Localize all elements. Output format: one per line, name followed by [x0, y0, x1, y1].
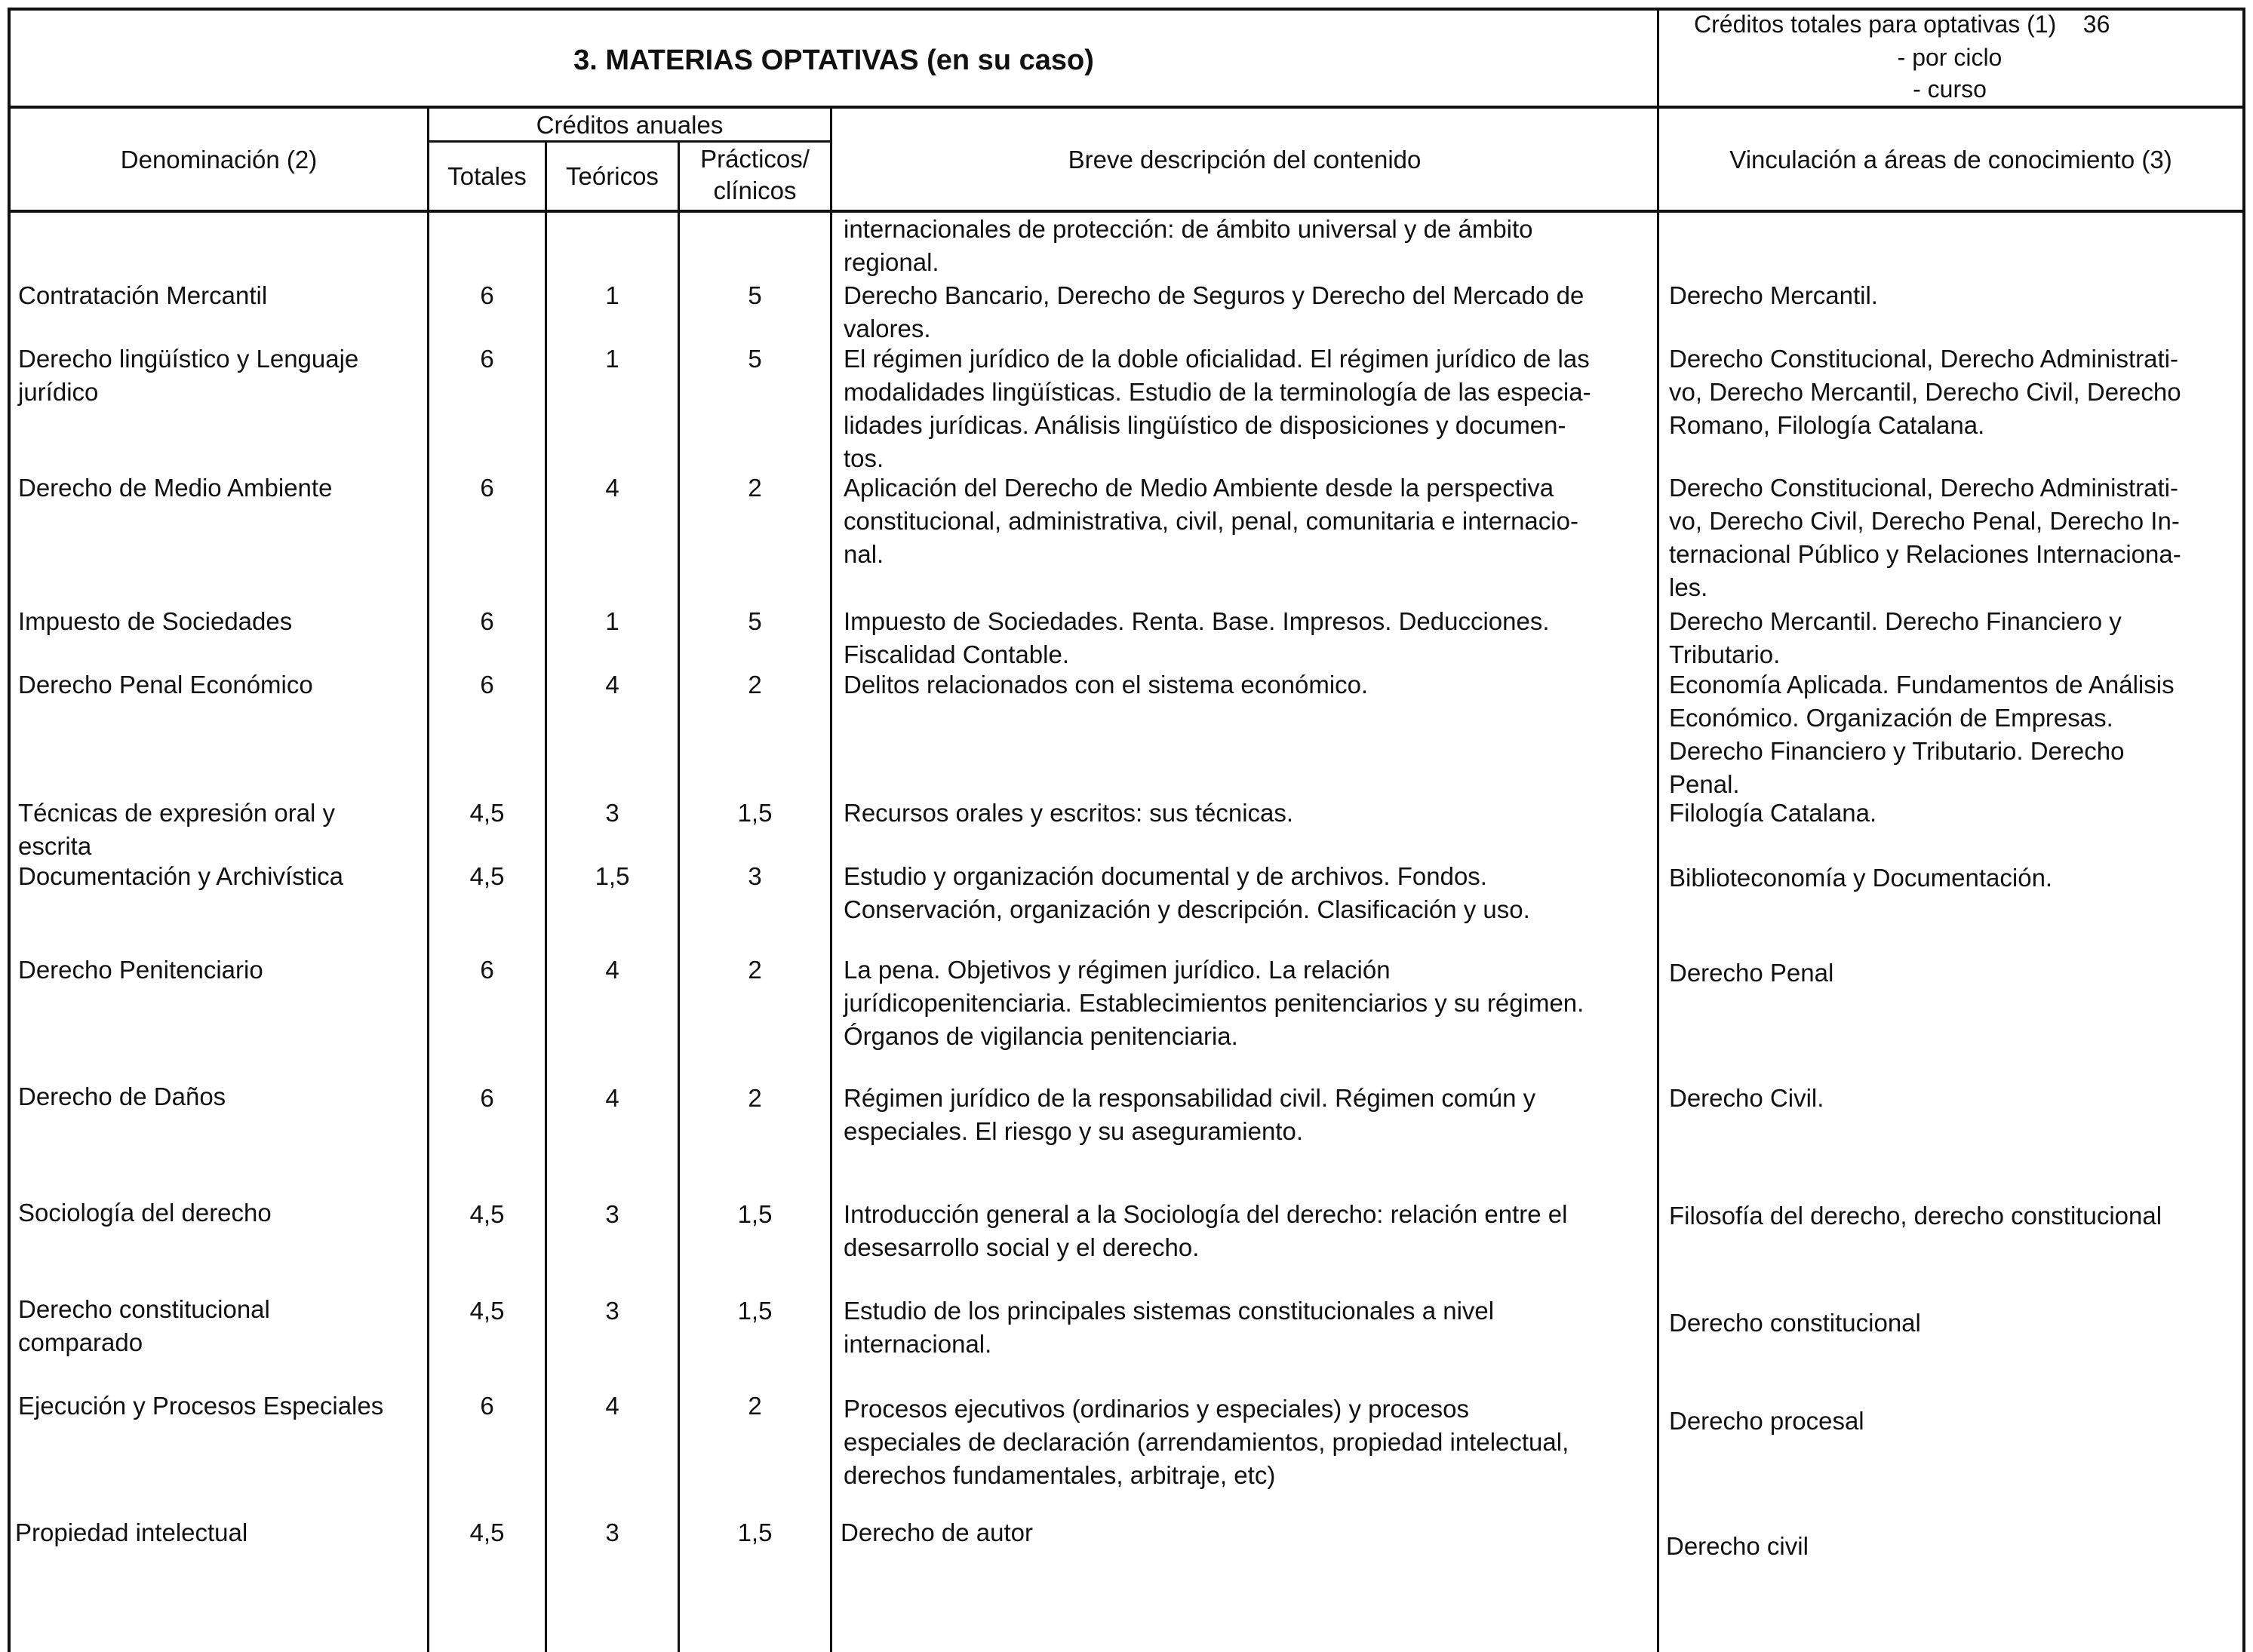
row-vinculacion: Derecho constitucional [1669, 1309, 1921, 1337]
row-teoricos: 1 [605, 281, 619, 309]
row-vinculacion: Derecho Civil. [1669, 1084, 1824, 1112]
header-divider [8, 106, 2245, 109]
table-border-right [2242, 8, 2245, 1652]
row-denominacion: Ejecución y Procesos Especiales [18, 1392, 384, 1420]
row-totales: 6 [480, 1084, 494, 1112]
col-header-descripcion: Breve descripción del contenido [1068, 146, 1422, 173]
row-descripcion: Estudio y organización documental y de archivos. Fondos. Conservación, organización y descripción. Clasificación y uso. [844, 862, 1530, 923]
row-totales: 4,5 [469, 1200, 505, 1228]
row-denominacion: Derecho de Daños [18, 1082, 226, 1110]
col-rule-descripcion [1657, 8, 1659, 1652]
row-vinculacion: Biblioteconomía y Documentación. [1669, 864, 2053, 892]
row-totales: 6 [480, 956, 494, 984]
col-header-practicos: Prácticos/ clínicos [700, 145, 810, 204]
credits-curso-label: - curso [1913, 75, 1987, 103]
row-vinculacion: Economía Aplicada. Fundamentos de Análisis Económico. Organización de Empresas. Derecho Financiero y Tributario. Derecho Penal. [1669, 671, 2175, 798]
row-vinculacion: Derecho Penal [1669, 959, 1834, 987]
row-practicos: 5 [748, 607, 762, 635]
row-totales: 6 [480, 281, 494, 309]
row-descripcion: La pena. Objetivos y régimen jurídico. La relación jurídicopenitenciaria. Establecimientos penitenciarios y su régimen. Órganos de vigilancia penitenciaria. [844, 956, 1584, 1050]
row-denominacion: Propiedad intelectual [15, 1518, 248, 1546]
row-totales: 6 [480, 474, 494, 502]
row-denominacion: Documentación y Archivística [18, 862, 344, 890]
row-teoricos: 3 [605, 1297, 619, 1325]
row-totales: 4,5 [469, 1518, 505, 1546]
row-totales: 6 [480, 345, 494, 373]
row-practicos: 2 [748, 474, 762, 502]
col-header-creditos-anuales: Créditos anuales [536, 111, 724, 139]
row-denominacion: Derecho constitucional comparado [18, 1295, 270, 1356]
row-vinculacion: Filosofía del derecho, derecho constitucional [1669, 1202, 2162, 1230]
row-denominacion: Derecho de Medio Ambiente [18, 474, 333, 502]
row-vinculacion: Derecho Mercantil. Derecho Financiero y Tributario. [1669, 607, 2122, 668]
row-descripcion: Recursos orales y escritos: sus técnicas. [844, 799, 1294, 827]
row-practicos: 1,5 [737, 799, 773, 827]
row-practicos: 5 [748, 281, 762, 309]
row-descripcion: Introducción general a la Sociología del derecho: relación entre el desesarrollo social y el derecho. [844, 1200, 1568, 1261]
row-totales: 4,5 [469, 862, 505, 890]
row-teoricos: 4 [605, 956, 619, 984]
row-teoricos: 4 [605, 1392, 619, 1420]
row-teoricos: 1 [605, 607, 619, 635]
row-totales: 6 [480, 1392, 494, 1420]
credits-total-label: Créditos totales para optativas (1) 36 [1694, 11, 2110, 38]
row-practicos: 2 [748, 671, 762, 699]
row-teoricos: 1 [605, 345, 619, 373]
row-denominacion: Sociología del derecho [18, 1199, 272, 1227]
col-header-totales: Totales [447, 162, 527, 190]
row-vinculacion: Filología Catalana. [1669, 799, 1877, 827]
row-teoricos: 3 [605, 1200, 619, 1228]
row-descripcion: El régimen jurídico de la doble oficialidad. El régimen jurídico de las modalidades lingüísticas. Estudio de la terminología de las especia- lidades jurídicas. Análisis lingüístico de disposiciones y documen- tos. [844, 345, 1591, 472]
row-descripcion: Delitos relacionados con el sistema económico. [844, 671, 1369, 699]
row-teoricos: 3 [605, 1518, 619, 1546]
row-denominacion: Impuesto de Sociedades [18, 607, 293, 635]
continued-description: internacionales de protección: de ámbito universal y de ámbito regional. [844, 215, 1533, 276]
row-vinculacion: Derecho civil [1666, 1532, 1809, 1560]
section-title: 3. MATERIAS OPTATIVAS (en su caso) [573, 45, 1094, 76]
row-denominacion: Derecho Penal Económico [18, 671, 313, 699]
row-practicos: 5 [748, 345, 762, 373]
row-denominacion: Contratación Mercantil [18, 281, 268, 309]
row-vinculacion: Derecho Constitucional, Derecho Administrati- vo, Derecho Civil, Derecho Penal, Derecho In- ternacional Público y Relaciones Internaciona- les. [1669, 474, 2181, 601]
row-teoricos: 4 [605, 474, 619, 502]
row-denominacion: Derecho lingüístico y Lenguaje jurídico [18, 345, 359, 406]
row-descripcion: Derecho Bancario, Derecho de Seguros y Derecho del Mercado de valores. [844, 281, 1584, 342]
row-teoricos: 1,5 [595, 862, 630, 890]
row-practicos: 1,5 [737, 1297, 773, 1325]
row-teoricos: 4 [605, 1084, 619, 1112]
row-totales: 6 [480, 671, 494, 699]
row-practicos: 3 [748, 862, 762, 890]
row-practicos: 1,5 [737, 1200, 773, 1228]
row-descripcion: Aplicación del Derecho de Medio Ambiente desde la perspectiva constitucional, administrativa, civil, penal, comunitaria e internacio- nal. [844, 474, 1578, 568]
row-practicos: 1,5 [737, 1518, 773, 1546]
row-totales: 4,5 [469, 799, 505, 827]
col-header-teoricos: Teóricos [566, 162, 659, 190]
col-header-denominacion: Denominación (2) [120, 146, 318, 173]
row-teoricos: 4 [605, 671, 619, 699]
row-practicos: 2 [748, 956, 762, 984]
row-practicos: 2 [748, 1084, 762, 1112]
col-rule-practicos [830, 106, 832, 1652]
row-teoricos: 3 [605, 799, 619, 827]
row-totales: 4,5 [469, 1297, 505, 1325]
row-descripcion: Estudio de los principales sistemas constitucionales a nivel internacional. [844, 1297, 1495, 1358]
row-descripcion: Régimen jurídico de la responsabilidad civil. Régimen común y especiales. El riesgo y su aseguramiento. [844, 1084, 1536, 1145]
row-denominacion: Técnicas de expresión oral y escrita [18, 799, 336, 860]
credits-ciclo-label: - por ciclo [1897, 44, 2002, 71]
table-border-left [8, 8, 11, 1652]
row-practicos: 2 [748, 1392, 762, 1420]
row-vinculacion: Derecho procesal [1669, 1407, 1864, 1435]
row-totales: 6 [480, 607, 494, 635]
col-header-vinculacion: Vinculación a áreas de conocimiento (3) [1729, 146, 2172, 173]
row-descripcion: Procesos ejecutivos (ordinarios y especiales) y procesos especiales de declaración (arrendamientos, propiedad intelectual, derechos fundamentales, arbitraje, etc) [844, 1395, 1569, 1489]
row-vinculacion: Derecho Constitucional, Derecho Administrati- vo, Derecho Mercantil, Derecho Civil, Derecho Romano, Filología Catalana. [1669, 345, 2181, 439]
row-vinculacion: Derecho Mercantil. [1669, 281, 1878, 309]
row-descripcion: Impuesto de Sociedades. Renta. Base. Impresos. Deducciones. Fiscalidad Contable. [844, 607, 1550, 668]
row-descripcion: Derecho de autor [841, 1518, 1033, 1546]
row-denominacion: Derecho Penitenciario [18, 956, 263, 984]
